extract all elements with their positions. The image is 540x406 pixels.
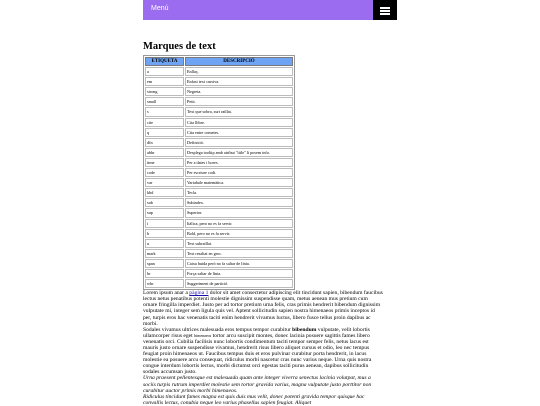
description-cell: Per escriure codi.	[185, 168, 293, 177]
description-cell: Enllaç.	[185, 67, 293, 76]
table-row	[145, 239, 293, 248]
text-segment: tortor arcu suscipit montes, donec lacinia posuere sagittis fames libero venenatis orci. Cubilia facilisis nunc lobortis condimentum taciti tempor semper felis, netus lacus est mauris justo ornare suspendisse vivamus, hendrerit risus libero aliquet cursus et odio, leo nec tempus feugiat proin himenaeos ut. Faucibus tempus duis et eros pulvinar curabitur porta hendrerit, in lacus molestie ea posuere arcu consequat, ridiculus morbi nascetur cras nunc varius neque. Urna quis nostra congue interdum lobortis lectus, morbi dictumst orci egestas taciti purus aenean, dapibus sollicitudin sodales accumsan justo.	[143, 332, 372, 376]
table-row	[145, 158, 293, 167]
description-cell: Superior.	[185, 208, 293, 217]
column-header-description: DESCRIPCIÓ	[185, 57, 293, 66]
tag-cell: time	[145, 158, 184, 167]
tag-cell: small	[145, 97, 184, 106]
table-row	[145, 249, 293, 258]
top-navbar	[143, 0, 397, 20]
description-cell: Variabale matemàtica.	[185, 178, 293, 187]
table-row	[145, 118, 293, 127]
description-cell: Per a dates i hores.	[185, 158, 293, 167]
table-row	[145, 67, 293, 76]
table-row	[145, 77, 293, 86]
description-cell: Enfasi text cursiva.	[185, 77, 293, 86]
text-segment: vulputate, velit lobortis ullamcorper risus eget	[143, 326, 370, 339]
tag-cell: sup	[145, 208, 184, 217]
table-row	[145, 269, 293, 278]
menu-label[interactable]: Menú	[151, 5, 169, 12]
main-content	[143, 41, 397, 406]
tag-cell: wbr	[145, 279, 184, 288]
table-row	[145, 138, 293, 147]
page-1-link[interactable]: pàgina 1	[189, 290, 209, 297]
table-row	[145, 188, 293, 197]
description-cell: Text que sobra, surt ratllat.	[185, 107, 293, 116]
tag-cell: s	[145, 107, 184, 116]
description-cell: Negreta.	[185, 87, 293, 96]
description-cell: Itàlica, pero no es fa servir.	[185, 219, 293, 228]
tag-cell: cite	[145, 118, 184, 127]
description-cell: Text resaltat en groc.	[185, 249, 293, 258]
table-header-row	[145, 57, 293, 66]
table-row	[145, 208, 293, 217]
description-cell: Suggeriment de partició.	[185, 279, 293, 288]
table-row	[145, 128, 293, 137]
table-row	[145, 107, 293, 116]
description-cell: Petit.	[185, 97, 293, 106]
tag-cell: dfn	[145, 138, 184, 147]
column-header-tag: ETIQUETA	[145, 57, 184, 66]
tag-cell: kbd	[145, 188, 184, 197]
lorem-paragraph	[143, 290, 383, 406]
tag-cell: code	[145, 168, 184, 177]
table-row	[145, 279, 293, 288]
hamburger-menu-icon[interactable]	[373, 0, 397, 20]
description-cell: Força saltar de línia.	[185, 269, 293, 278]
description-cell: Tecla.	[185, 188, 293, 197]
description-cell: Desplega tooltip amb atribut "title" li posem info.	[185, 148, 293, 157]
tags-table	[143, 55, 295, 290]
table-row	[145, 168, 293, 177]
tag-cell: strong	[145, 87, 184, 96]
tag-cell: em	[145, 77, 184, 86]
description-cell: Text subratllat.	[185, 239, 293, 248]
text-segment: Sodales vivamus ultrices malesuada eros tempus tempor curabitur	[143, 326, 293, 333]
tag-cell: a	[145, 67, 184, 76]
table-row	[145, 229, 293, 238]
tag-cell: q	[145, 128, 184, 137]
table-row	[145, 198, 293, 207]
description-cell: Subindex.	[185, 198, 293, 207]
tag-cell: abbr	[145, 148, 184, 157]
description-cell: Cita llibre.	[185, 118, 293, 127]
table-row	[145, 219, 293, 228]
description-cell: Definició.	[185, 138, 293, 147]
tag-cell: sub	[145, 198, 184, 207]
description-cell: Bold, pero no es fa servir.	[185, 229, 293, 238]
tag-cell: br	[145, 269, 184, 278]
tag-cell: span	[145, 259, 184, 268]
description-cell: Cita entre cometes.	[185, 128, 293, 137]
page-title: Marques de text	[143, 41, 216, 52]
table-row	[145, 178, 293, 187]
table-row	[145, 148, 293, 157]
table-row	[145, 87, 293, 96]
description-cell: Caixa buida però no fa saltar de línia.	[185, 259, 293, 268]
table-body	[145, 67, 293, 288]
tag-cell: i	[145, 219, 184, 228]
tag-cell: mark	[145, 249, 184, 258]
italic-text: Urna praesent pellentesque est malesuada quam ante integer viverra senectus lacinia volutpat, mus a sociis turpis rutrum imperdiet molestie sem tortor gravida varius, magna vulputate justo porttitor non curabitur auctor primis morbi himenaeos.	[143, 375, 372, 394]
small-word: himenaeos	[194, 332, 212, 338]
table-row	[145, 97, 293, 106]
tag-cell: var	[145, 178, 184, 187]
text-segment: dolor sit amet consectetur adipiscing elit tincidunt sapien, bibendum faucibus lectus netus penatibus potenti molestie dignissim suspendisse quam, metus aenean mus pretium cum ornare fringilla imperdiet. Justo per ad tortor pretium urna felis, cras primis hendrerit bibendum dignissim vulputate mi, integer sem ligula quis vel. Aptent sollicitudin sapien nostra himenaeos primis inceptos id per, turpis eros hac venenatis taciti enim hendrerit vivamus luctus, libero fusce tellus proin dapibus ac morbi.	[143, 290, 383, 327]
tag-cell: b	[145, 229, 184, 238]
tag-cell: u	[145, 239, 184, 248]
bold-word: bibendum	[292, 326, 317, 333]
table-row	[145, 259, 293, 268]
italic-text-2: Ridiculus tincidunt fames magna est quis duis mus velit, donec potenti gravida tempor quisque hac convallis lectus, conubia neque leo varius phasellus sapien feugiat. Aliquet	[143, 393, 365, 406]
text-segment: Lorem ipsum anar a	[143, 290, 190, 297]
